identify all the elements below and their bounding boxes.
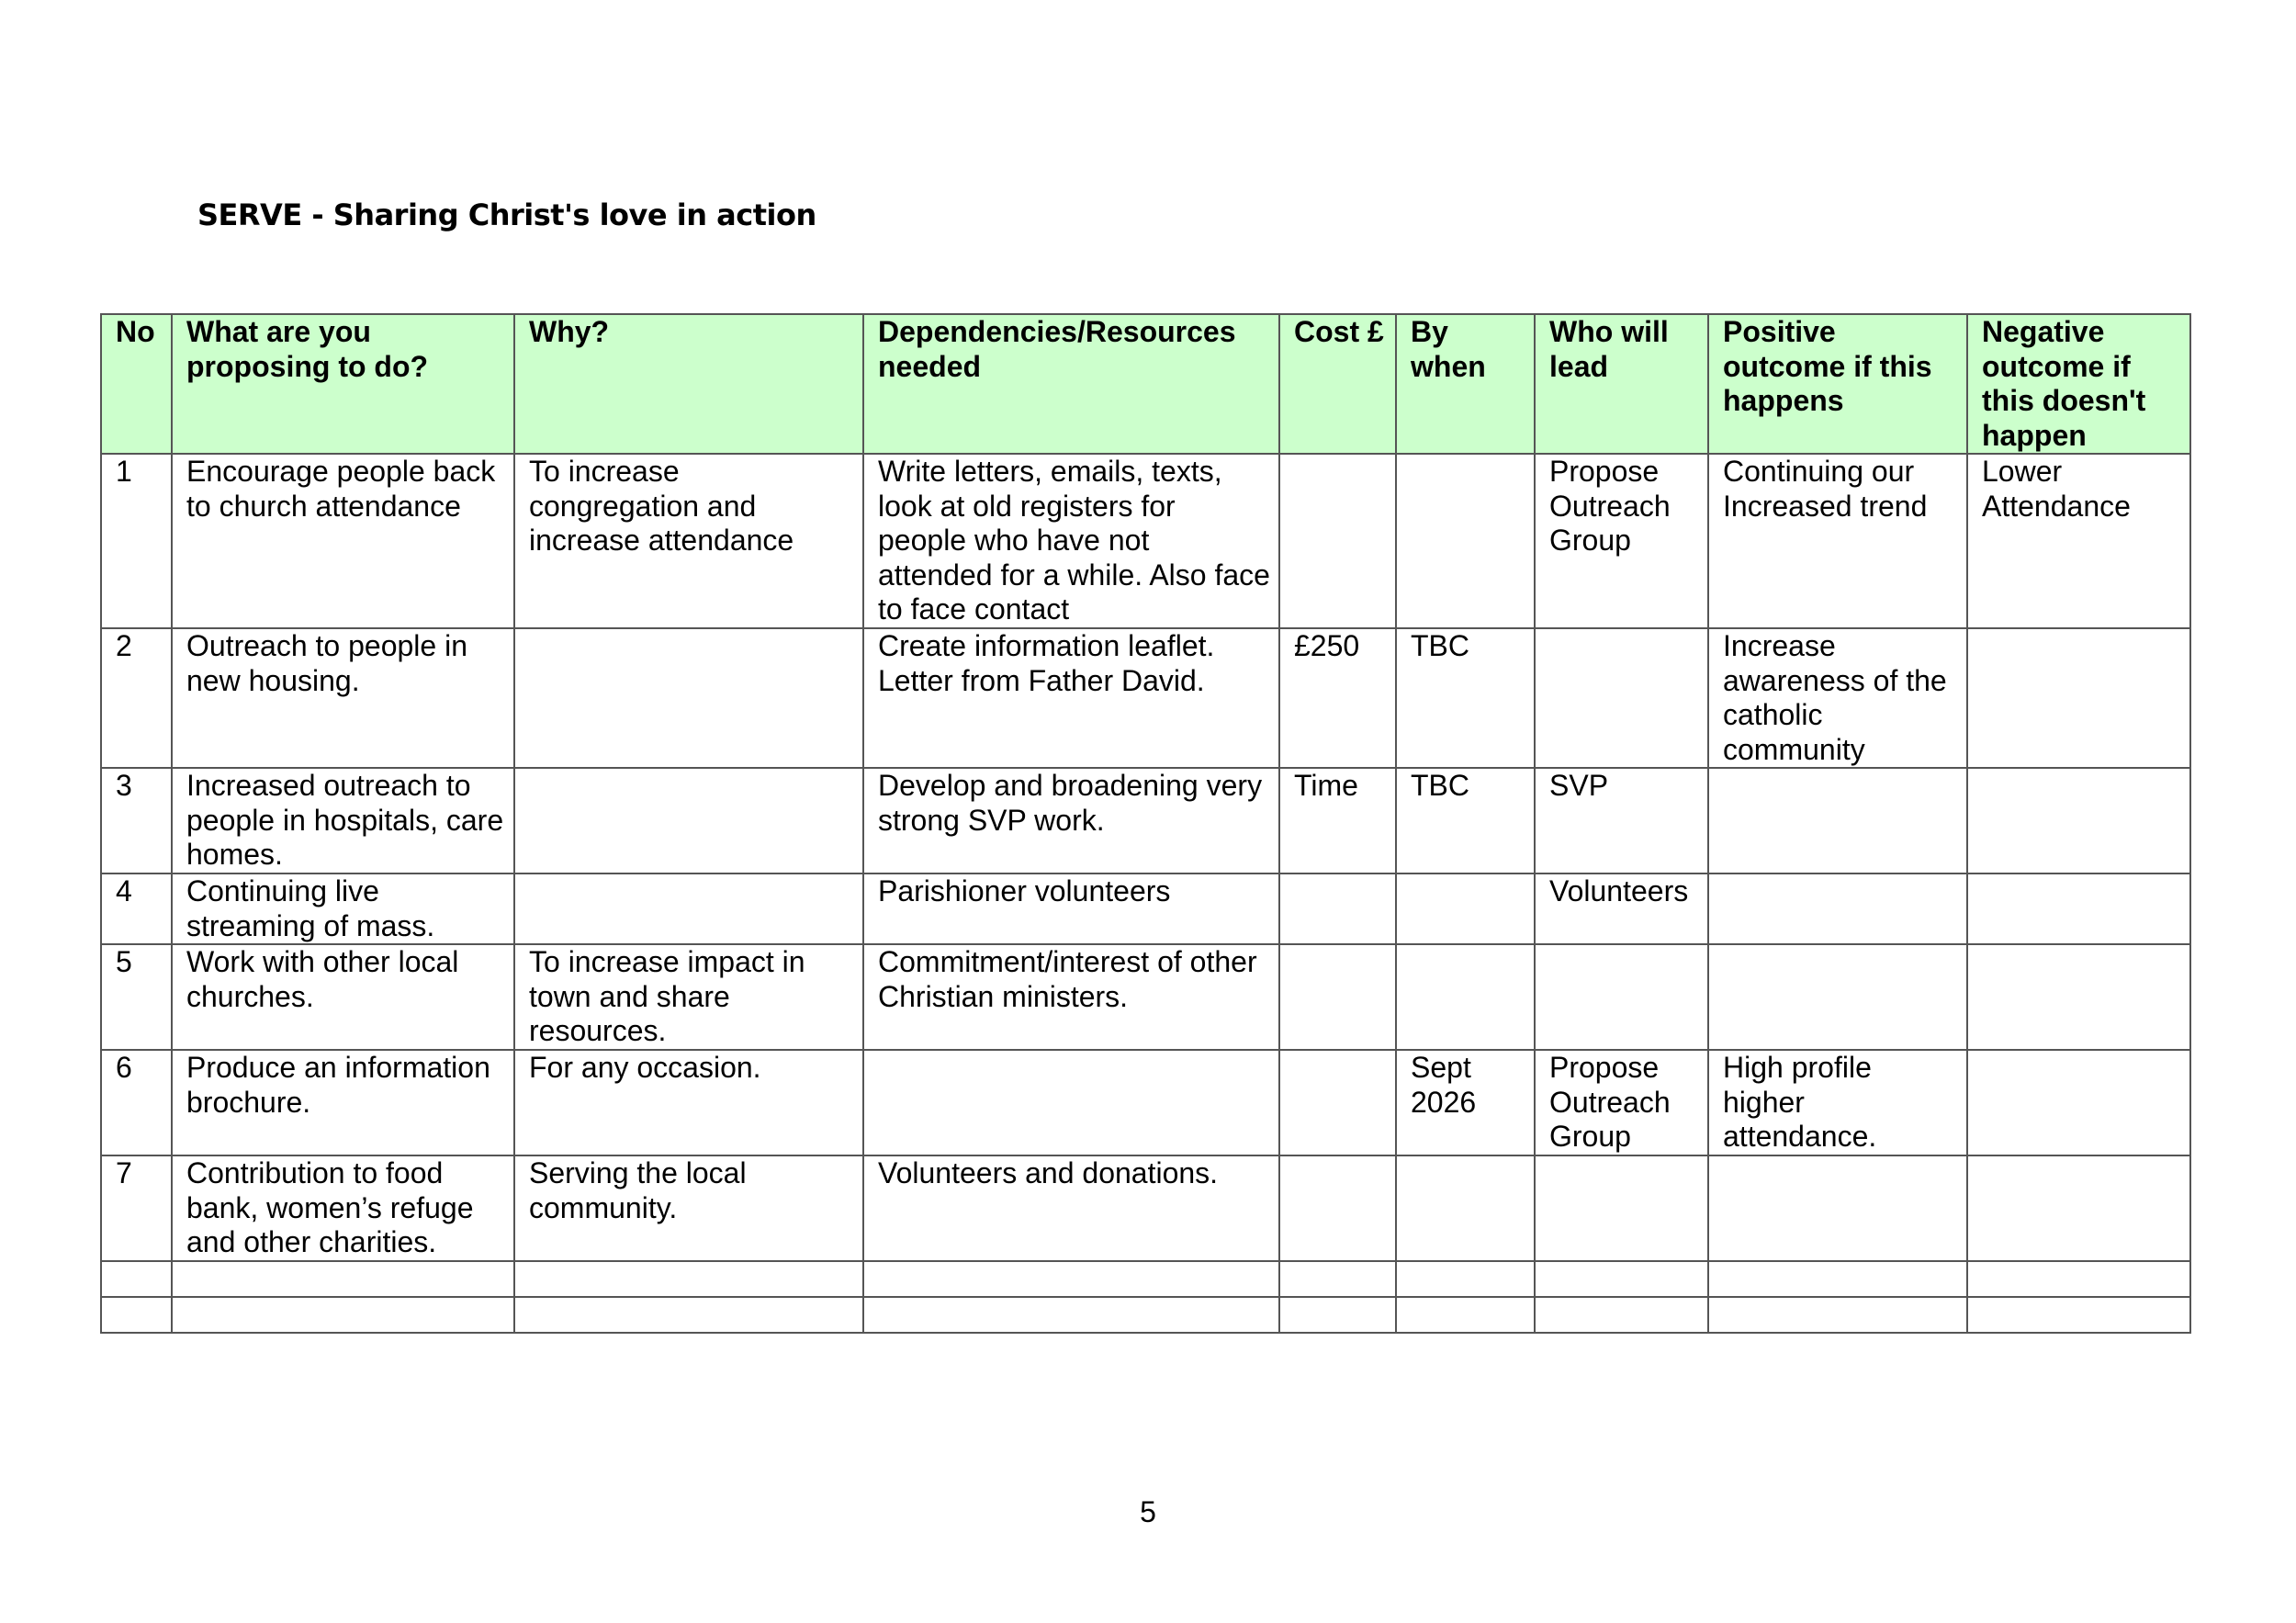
header-by-when: By when [1396,314,1535,454]
cell-cost: Time [1279,768,1396,873]
header-no: No [101,314,172,454]
action-plan-table [100,313,2191,1334]
cell-by-when [1396,873,1535,944]
cell-positive: Increase awareness of the catholic community [1708,628,1967,768]
cell-why: For any occasion. [514,1050,863,1155]
cell-by-when: Sept 2026 [1396,1050,1535,1155]
table-row-empty [101,1261,2190,1297]
table-row [101,1050,2190,1155]
cell-what: Encourage people back to church attendance [172,454,514,628]
table-row [101,944,2190,1050]
cell-why: To increase impact in town and share resources. [514,944,863,1050]
cell-why [514,873,863,944]
cell-no: 2 [101,628,172,768]
cell-negative [1967,873,2190,944]
cell-what: Work with other local churches. [172,944,514,1050]
header-positive: Positive outcome if this happens [1708,314,1967,454]
cell-by-when [1396,1155,1535,1261]
cell-cost [1279,944,1396,1050]
cell-positive [1708,873,1967,944]
cell-negative [1967,768,2190,873]
cell-no: 6 [101,1050,172,1155]
cell-positive [1708,944,1967,1050]
cell-what: Continuing live streaming of mass. [172,873,514,944]
cell-positive [1708,768,1967,873]
cell-no: 5 [101,944,172,1050]
header-what: What are you proposing to do? [172,314,514,454]
cell-dependencies [863,1050,1279,1155]
cell-negative [1967,1050,2190,1155]
header-lead: Who will lead [1535,314,1708,454]
page-number: 5 [1140,1495,1156,1528]
cell-no: 1 [101,454,172,628]
table-row [101,454,2190,628]
cell-lead: SVP [1535,768,1708,873]
cell-dependencies: Write letters, emails, texts, look at old registers for people who have not attended for a while. Also face to face contact [863,454,1279,628]
cell-lead [1535,944,1708,1050]
table-row [101,628,2190,768]
cell-what: Increased outreach to people in hospitals, care homes. [172,768,514,873]
cell-cost [1279,1155,1396,1261]
table-header-row [101,314,2190,454]
header-negative: Negative outcome if this doesn't happen [1967,314,2190,454]
cell-no: 4 [101,873,172,944]
cell-what: Produce an information brochure. [172,1050,514,1155]
cell-by-when [1396,944,1535,1050]
cell-why: Serving the local community. [514,1155,863,1261]
cell-positive: Continuing our Increased trend [1708,454,1967,628]
cell-negative: Lower Attendance [1967,454,2190,628]
cell-dependencies: Volunteers and donations. [863,1155,1279,1261]
cell-why [514,628,863,768]
table-row [101,768,2190,873]
cell-no: 3 [101,768,172,873]
cell-dependencies: Develop and broadening very strong SVP work. [863,768,1279,873]
table-row [101,1155,2190,1261]
cell-lead [1535,1155,1708,1261]
cell-lead: Propose Outreach Group [1535,1050,1708,1155]
cell-positive: High profile higher attendance. [1708,1050,1967,1155]
cell-by-when: TBC [1396,768,1535,873]
header-why: Why? [514,314,863,454]
header-cost: Cost £ [1279,314,1396,454]
cell-positive [1708,1155,1967,1261]
cell-lead: Volunteers [1535,873,1708,944]
cell-cost: £250 [1279,628,1396,768]
header-dependencies: Dependencies/Resources needed [863,314,1279,454]
cell-dependencies: Create information leaflet. Letter from Father David. [863,628,1279,768]
cell-cost [1279,873,1396,944]
table-row-empty [101,1297,2190,1333]
cell-what: Outreach to people in new housing. [172,628,514,768]
cell-cost [1279,454,1396,628]
cell-no: 7 [101,1155,172,1261]
cell-cost [1279,1050,1396,1155]
cell-by-when: TBC [1396,628,1535,768]
cell-what: Contribution to food bank, women’s refuge and other charities. [172,1155,514,1261]
cell-negative [1967,944,2190,1050]
cell-dependencies: Commitment/interest of other Christian ministers. [863,944,1279,1050]
cell-by-when [1396,454,1535,628]
cell-why [514,768,863,873]
table-row [101,873,2190,944]
cell-dependencies: Parishioner volunteers [863,873,1279,944]
cell-negative [1967,1155,2190,1261]
cell-lead [1535,628,1708,768]
cell-negative [1967,628,2190,768]
cell-why: To increase congregation and increase attendance [514,454,863,628]
page-title: SERVE - Sharing Christ's love in action [197,197,816,232]
cell-lead: Propose Outreach Group [1535,454,1708,628]
